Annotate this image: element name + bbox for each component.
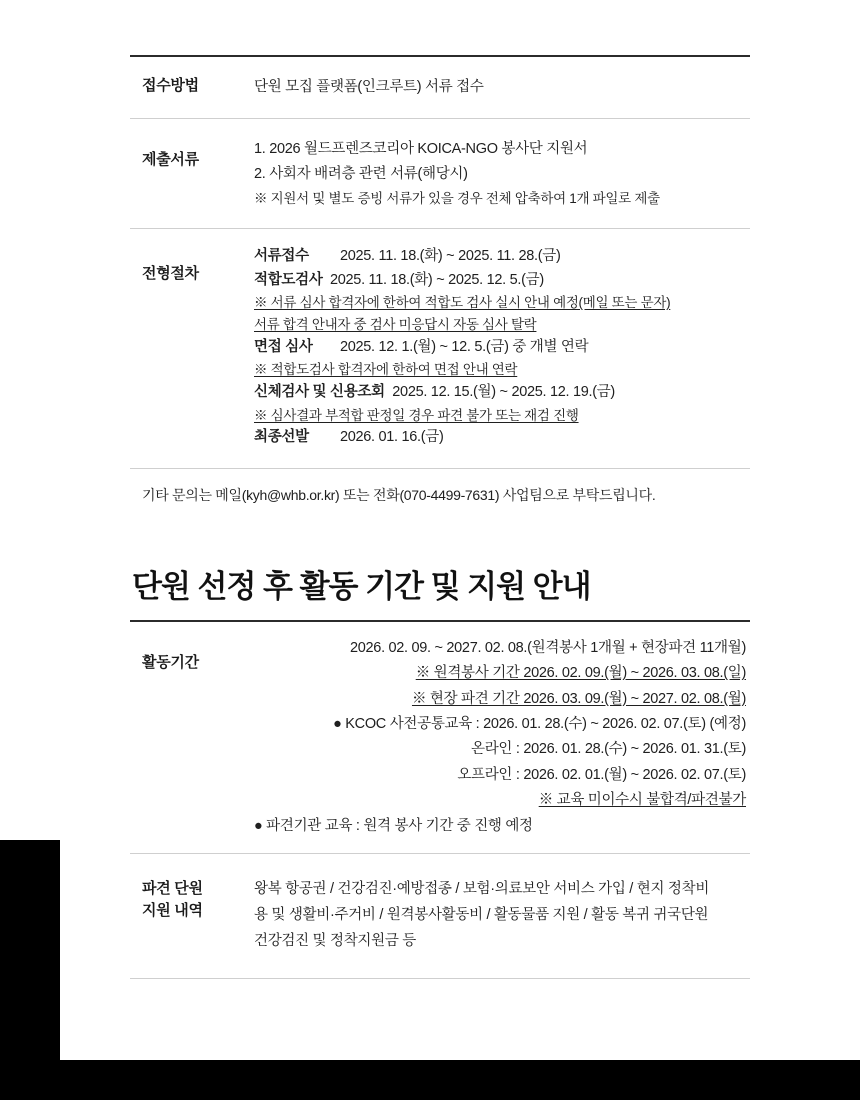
step-value: 2025. 12. 15.(월) ~ 2025. 12. 19.(금) (392, 384, 615, 401)
row-label-activity-period: 활동기간 (142, 653, 199, 671)
process-step-interview (254, 336, 746, 359)
step-name: 최종선발 (254, 429, 309, 446)
activity-line-online: 온라인 : 2026. 01. 28.(수) ~ 2026. 01. 31.(토) (471, 741, 746, 758)
bottom-spacer (130, 979, 750, 1007)
process-note-aptitude-1: ※ 서류 심사 합격자에 한하여 적합도 검사 실시 안내 예정(메일 또는 문자) (254, 295, 671, 310)
step-value: 2025. 12. 1.(월) ~ 12. 5.(금) 중 개별 연락 (340, 338, 589, 355)
activity-line-remote: ※ 원격봉사 기간 2026. 02. 09.(월) ~ 2026. 03. 08.(일) (415, 665, 746, 682)
table-row (130, 119, 750, 229)
process-step-document (254, 245, 746, 268)
step-name: 신체검사 및 신용조회 (254, 384, 385, 401)
table-row (130, 55, 750, 119)
row-value-support-details (254, 854, 750, 978)
process-step-final (254, 426, 746, 449)
step-name: 면접 심사 (254, 338, 313, 355)
process-note-interview: ※ 적합도검사 합격자에 한하여 면접 안내 연락 (254, 362, 518, 378)
table-row (130, 229, 750, 469)
text-line: 단원 모집 플랫폼(인크루트) 서류 접수 (254, 79, 484, 95)
process-step-medical (254, 381, 746, 404)
support-line: 왕복 항공권 / 건강검진·예방접종 / 보험·의료보안 서비스 가입 / 현지 정착비 (254, 880, 710, 897)
step-name: 적합도검사 (254, 271, 323, 288)
row-label-selection-process: 전형절차 (142, 265, 199, 283)
text-line: 2. 사회자 배려층 관련 서류(해당시) (254, 165, 468, 182)
row-label-required-documents: 제출서류 (142, 150, 199, 168)
step-value: 2026. 01. 16.(금) (340, 429, 444, 446)
row-value-selection-process (254, 229, 750, 468)
activity-line-kcoc: ● KCOC 사전공통교육 : 2026. 01. 28.(수) ~ 2026. 02. 07.(토) (예정) (333, 716, 746, 733)
step-value: 2025. 11. 18.(화) ~ 2025. 12. 5.(금) (330, 271, 544, 288)
step-name: 서류접수 (254, 248, 309, 265)
activity-line-note: ※ 교육 미이수시 불합격/파견불가 (538, 792, 746, 809)
table-row (130, 620, 750, 854)
text-line-note: ※ 지원서 및 별도 증빙 서류가 있을 경우 전체 압축하여 1개 파일로 제출 (254, 190, 660, 206)
support-line: 건강검진 및 정착지원금 등 (254, 933, 416, 950)
label-line-2: 지원 내역 (142, 902, 203, 920)
inquiry-text: 기타 문의는 메일(kyh@whb.or.kr) 또는 전화(070-4499-7631) 사업팀으로 부탁드립니다. (142, 486, 656, 503)
text-line: 1. 2026 월드프렌즈코리아 KOICA-NGO 봉사단 지원서 (254, 140, 588, 157)
row-value-required-documents (254, 119, 750, 228)
process-note-medical: ※ 심사결과 부적합 판정일 경우 파견 불가 또는 재검 진행 (254, 407, 579, 423)
activity-line-offline: 오프라인 : 2026. 02. 01.(월) ~ 2026. 02. 07.(토) (457, 766, 746, 783)
step-value: 2025. 11. 18.(화) ~ 2025. 11. 28.(금) (340, 248, 561, 265)
activity-line-field: ※ 현장 파견 기간 2026. 03. 09.(월) ~ 2027. 02. 08.(월) (411, 690, 746, 707)
support-line: 용 및 생활비·주거비 / 원격봉사활동비 / 활동물품 지원 / 활동 복귀 귀국단원 (254, 906, 709, 923)
content-column (130, 0, 750, 1007)
row-value-application-method (254, 57, 750, 118)
process-step-aptitude (254, 269, 746, 292)
activity-line-org-training: ● 파견기관 교육 : 원격 봉사 기간 중 진행 예정 (254, 817, 533, 834)
process-note-aptitude-2: 서류 합격 안내자 중 검사 미응답시 자동 심사 탈락 (254, 316, 537, 332)
row-value-activity-period (254, 622, 750, 853)
row-label-support-details (130, 854, 254, 941)
label-line-1: 파견 단원 (142, 879, 203, 897)
activity-line: 2026. 02. 09. ~ 2027. 02. 08.(원격봉사 1개월 + 현장파견 11개월) (350, 639, 746, 656)
page-title: 단원 선정 후 활동 기간 및 지원 안내 (132, 568, 591, 604)
row-label-application-method: 접수방법 (142, 77, 199, 94)
table-row (130, 854, 750, 979)
